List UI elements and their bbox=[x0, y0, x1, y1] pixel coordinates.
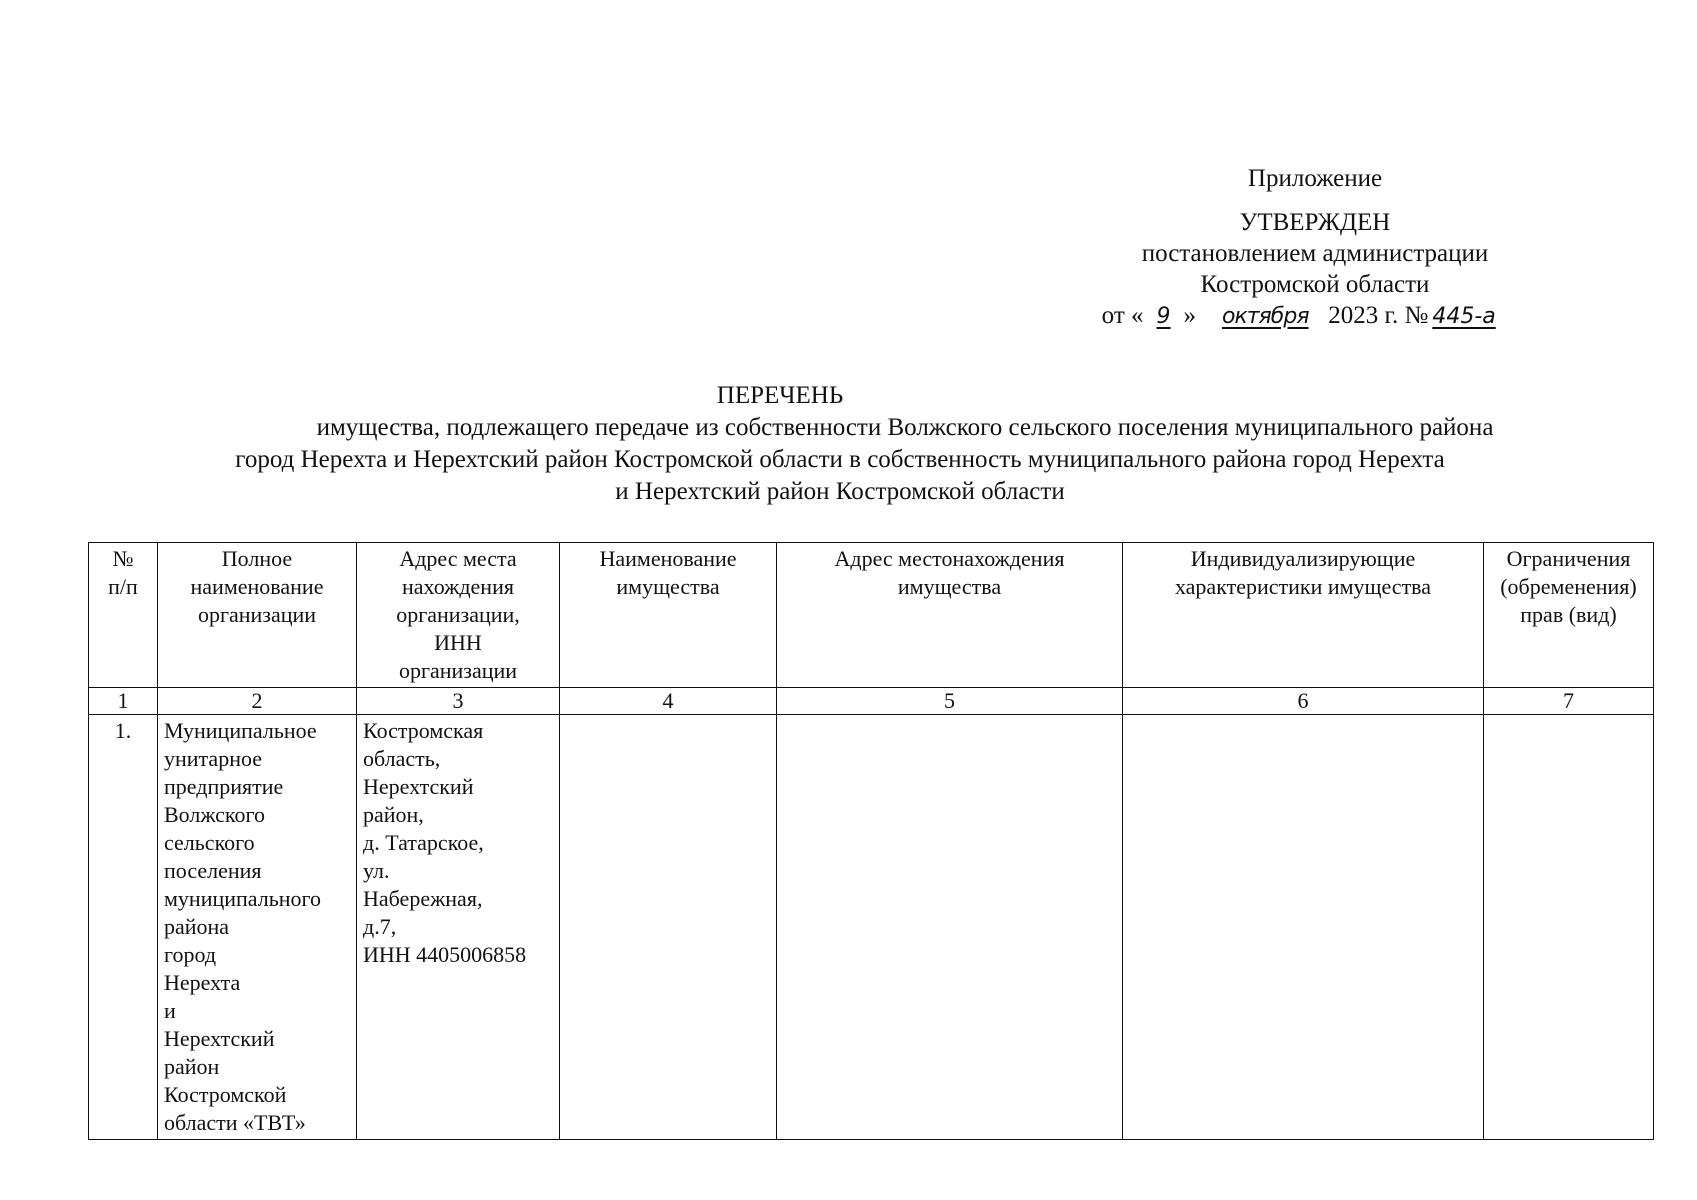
column-number: 6 bbox=[1123, 688, 1484, 715]
column-number: 1 bbox=[89, 688, 158, 715]
header-cell: Наименование имущества bbox=[560, 543, 777, 688]
property-address-cell bbox=[777, 715, 1123, 1140]
table-row bbox=[89, 715, 1654, 1140]
justified-word: ул. bbox=[363, 858, 390, 883]
date-mid: » bbox=[1183, 302, 1197, 329]
table-header-row bbox=[89, 543, 1654, 688]
justified-word: и bbox=[164, 998, 176, 1023]
justified-word: Нерехта bbox=[164, 970, 241, 995]
document-title: ПЕРЕЧЕНЬ bbox=[716, 382, 844, 409]
date-year: 2023 г. № bbox=[1328, 302, 1429, 329]
document-subtitle-line1: имущества, подлежащего передаче из собственности Волжского сельского поселения муниципального района bbox=[316, 414, 1494, 441]
handwritten-day: 9 bbox=[1156, 304, 1171, 329]
row-index: 1. bbox=[89, 715, 158, 1140]
column-number: 4 bbox=[560, 688, 777, 715]
justified-word: района bbox=[164, 914, 230, 939]
column-number-row bbox=[89, 688, 1654, 715]
approved-label: УТВЕРЖДЕН bbox=[1239, 209, 1391, 236]
document-subtitle-line2: город Нерехта и Нерехтский район Костромской области в собственность муниципального района город Нерехта bbox=[235, 446, 1445, 473]
property-table bbox=[88, 542, 1654, 1140]
header-cell: Адрес местонахождения имущества bbox=[777, 543, 1123, 688]
document-subtitle-line3: и Нерехтский район Костромской области bbox=[615, 478, 1065, 505]
approved-by-line1: постановлением администрации bbox=[1141, 240, 1489, 267]
restrictions-cell bbox=[1484, 715, 1654, 1140]
header-cell: № п/п bbox=[89, 543, 158, 688]
header-cell: Адрес места нахождения организации, ИНН организации bbox=[357, 543, 560, 688]
justified-word: город bbox=[164, 942, 217, 967]
approval-date-line bbox=[1100, 300, 1530, 332]
date-prefix: от « bbox=[1101, 302, 1144, 329]
approved-by-line2: Костромской области bbox=[1200, 271, 1430, 298]
appendix-label: Приложение bbox=[1247, 165, 1383, 192]
column-number: 5 bbox=[777, 688, 1123, 715]
appendix-block bbox=[1100, 163, 1530, 332]
justified-word: Набережная, bbox=[363, 886, 483, 911]
organization-name: Муниципальное унитарное предприятие Волжского сельского поселения муниципального района город Нерехта и Нерехтский район Костромской области «ТВТ» bbox=[158, 715, 357, 1140]
header-cell: Полное наименование организации bbox=[158, 543, 357, 688]
column-number: 7 bbox=[1484, 688, 1654, 715]
document-heading bbox=[120, 380, 1560, 508]
header-cell: Ограничения (обременения) прав (вид) bbox=[1484, 543, 1654, 688]
header-cell: Индивидуализирующие характеристики имущества bbox=[1123, 543, 1484, 688]
column-number: 2 bbox=[158, 688, 357, 715]
property-name-cell bbox=[560, 715, 777, 1140]
column-number: 3 bbox=[357, 688, 560, 715]
organization-address: Костромская область, Нерехтский район, д. Татарское, ул. Набережная, д.7, ИНН 4405006858 bbox=[357, 715, 560, 1140]
property-characteristics-cell bbox=[1123, 715, 1484, 1140]
handwritten-number: 445-а bbox=[1432, 304, 1496, 329]
handwritten-month: октября bbox=[1221, 304, 1309, 329]
